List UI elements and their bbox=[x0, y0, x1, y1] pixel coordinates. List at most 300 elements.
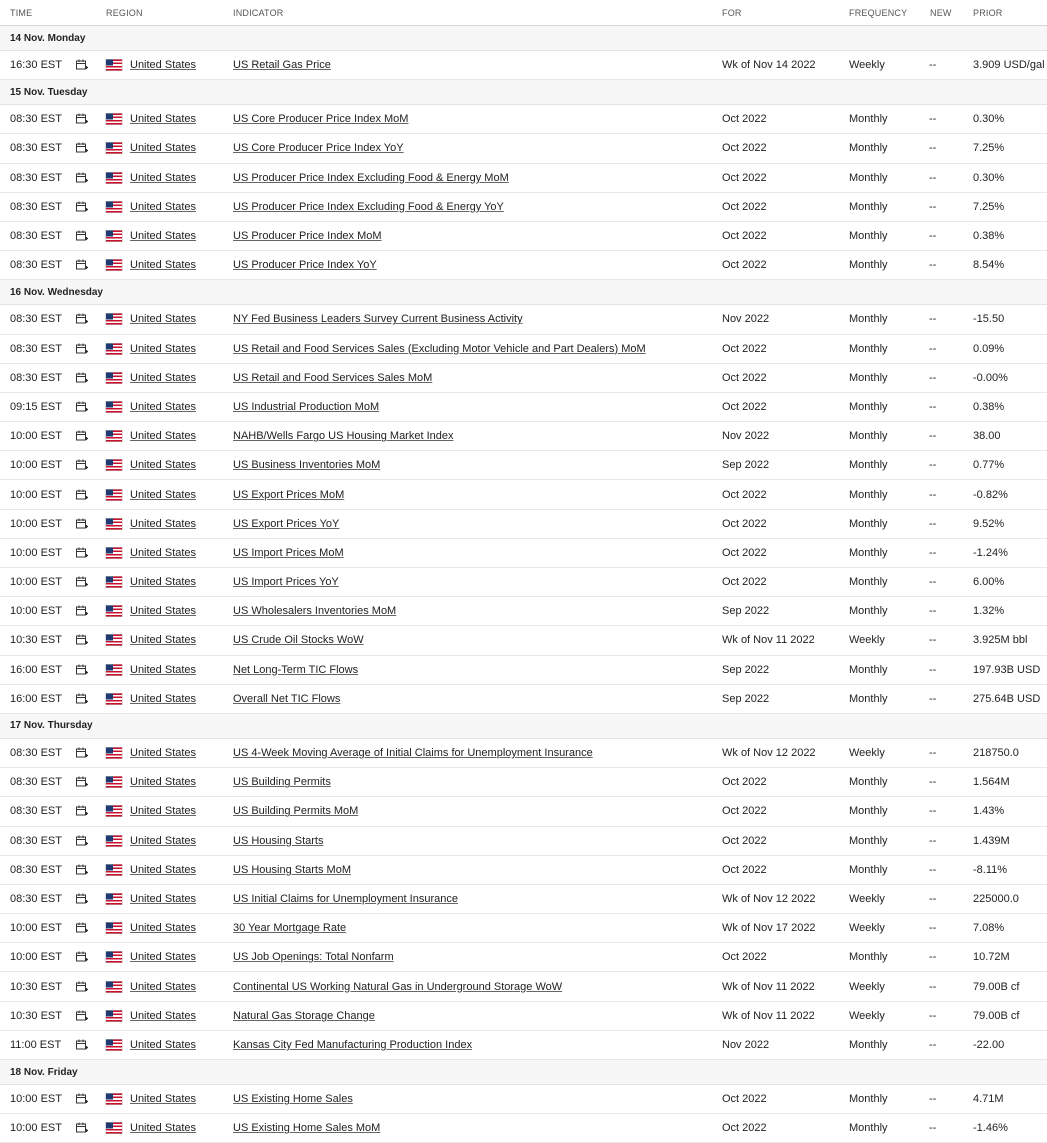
table-row[interactable] bbox=[0, 1085, 1047, 1114]
add-to-calendar-icon[interactable] bbox=[76, 460, 88, 471]
us-flag-icon bbox=[106, 693, 122, 704]
time-cell: 10:00 EST bbox=[10, 459, 62, 472]
indicator-link[interactable]: US Producer Price Index YoY bbox=[233, 259, 377, 272]
add-to-calendar-icon[interactable] bbox=[76, 547, 88, 558]
frequency-cell: Monthly bbox=[849, 171, 888, 184]
table-row[interactable] bbox=[0, 685, 1047, 714]
frequency-cell: Weekly bbox=[849, 747, 885, 760]
region-link[interactable]: United States bbox=[130, 113, 197, 126]
indicator-link[interactable]: US Business Inventories MoM bbox=[233, 459, 381, 472]
region-link[interactable]: United States bbox=[130, 430, 197, 443]
for-cell: Wk of Nov 12 2022 bbox=[722, 892, 816, 905]
prior-value-cell: -1.46% bbox=[973, 1122, 1008, 1135]
add-to-calendar-icon[interactable] bbox=[76, 431, 88, 442]
region-link[interactable]: United States bbox=[130, 605, 197, 618]
for-cell: Oct 2022 bbox=[722, 546, 767, 559]
frequency-cell: Monthly bbox=[849, 576, 888, 589]
frequency-cell: Monthly bbox=[849, 142, 888, 155]
prior-value-cell: 197.93B USD bbox=[973, 663, 1041, 676]
for-cell: Nov 2022 bbox=[722, 1038, 770, 1051]
time-cell: 10:00 EST bbox=[10, 605, 62, 618]
for-cell: Nov 2022 bbox=[722, 313, 770, 326]
us-flag-icon bbox=[106, 489, 122, 500]
prior-value-cell: 9.52% bbox=[973, 517, 1005, 530]
col-header-time[interactable]: TIME bbox=[10, 7, 33, 18]
us-flag-icon bbox=[106, 547, 122, 558]
time-cell: 10:00 EST bbox=[10, 517, 62, 530]
add-to-calendar-icon[interactable] bbox=[76, 314, 88, 325]
frequency-cell: Monthly bbox=[849, 863, 888, 876]
us-flag-icon bbox=[106, 806, 122, 817]
add-to-calendar-icon[interactable] bbox=[76, 60, 88, 71]
us-flag-icon bbox=[106, 372, 122, 383]
region-link[interactable]: United States bbox=[130, 776, 197, 789]
time-cell: 08:30 EST bbox=[10, 805, 62, 818]
region-link[interactable]: United States bbox=[130, 1009, 197, 1022]
region-link[interactable]: United States bbox=[130, 459, 197, 472]
for-cell: Oct 2022 bbox=[722, 863, 767, 876]
for-cell: Wk of Nov 12 2022 bbox=[722, 747, 816, 760]
new-value-cell: -- bbox=[929, 605, 937, 618]
table-row[interactable] bbox=[0, 656, 1047, 685]
indicator-link[interactable]: US Crude Oil Stocks WoW bbox=[233, 634, 364, 647]
new-value-cell: -- bbox=[929, 980, 937, 993]
table-row[interactable] bbox=[0, 797, 1047, 826]
indicator-link[interactable]: Net Long-Term TIC Flows bbox=[233, 663, 359, 676]
indicator-link[interactable]: US Wholesalers Inventories MoM bbox=[233, 605, 397, 618]
col-header-for[interactable]: FOR bbox=[722, 7, 742, 18]
region-link[interactable]: United States bbox=[130, 171, 197, 184]
frequency-cell: Monthly bbox=[849, 517, 888, 530]
for-cell: Wk of Nov 17 2022 bbox=[722, 922, 816, 935]
indicator-link[interactable]: US Producer Price Index Excluding Food & Energy MoM bbox=[233, 171, 509, 184]
indicator-link[interactable]: US Export Prices YoY bbox=[233, 517, 340, 530]
region-link[interactable]: United States bbox=[130, 692, 197, 705]
add-to-calendar-icon[interactable] bbox=[76, 864, 88, 875]
add-to-calendar-icon[interactable] bbox=[76, 401, 88, 412]
us-flag-icon bbox=[106, 1039, 122, 1050]
frequency-cell: Monthly bbox=[849, 230, 888, 243]
for-cell: Wk of Nov 14 2022 bbox=[722, 59, 816, 72]
table-row[interactable] bbox=[0, 768, 1047, 797]
prior-value-cell: 38.00 bbox=[973, 430, 1001, 443]
region-link[interactable]: United States bbox=[130, 1038, 197, 1051]
time-cell: 16:00 EST bbox=[10, 663, 62, 676]
col-header-region[interactable]: REGION bbox=[106, 7, 143, 18]
indicator-link[interactable]: US Existing Home Sales bbox=[233, 1093, 353, 1106]
add-to-calendar-icon[interactable] bbox=[76, 777, 88, 788]
add-to-calendar-icon[interactable] bbox=[76, 577, 88, 588]
new-value-cell: -- bbox=[929, 142, 937, 155]
table-row[interactable] bbox=[0, 364, 1047, 393]
region-link[interactable]: United States bbox=[130, 634, 197, 647]
region-link[interactable]: United States bbox=[130, 1093, 197, 1106]
time-cell: 10:00 EST bbox=[10, 546, 62, 559]
frequency-cell: Weekly bbox=[849, 1009, 885, 1022]
new-value-cell: -- bbox=[929, 776, 937, 789]
time-cell: 10:00 EST bbox=[10, 951, 62, 964]
for-cell: Oct 2022 bbox=[722, 400, 767, 413]
prior-value-cell: 0.77% bbox=[973, 459, 1005, 472]
frequency-cell: Monthly bbox=[849, 371, 888, 384]
add-to-calendar-icon[interactable] bbox=[76, 172, 88, 183]
prior-value-cell: 0.09% bbox=[973, 342, 1005, 355]
prior-value-cell: -22.00 bbox=[973, 1038, 1005, 1051]
table-row[interactable] bbox=[0, 568, 1047, 597]
frequency-cell: Monthly bbox=[849, 1093, 888, 1106]
new-value-cell: -- bbox=[929, 171, 937, 184]
table-row[interactable] bbox=[0, 626, 1047, 655]
us-flag-icon bbox=[106, 606, 122, 617]
prior-value-cell: 79.00B cf bbox=[973, 1009, 1020, 1022]
add-to-calendar-icon[interactable] bbox=[76, 606, 88, 617]
indicator-link[interactable]: US Industrial Production MoM bbox=[233, 400, 380, 413]
prior-value-cell: 218750.0 bbox=[973, 747, 1019, 760]
prior-value-cell: 3.909 USD/gal bbox=[973, 59, 1045, 72]
region-link[interactable]: United States bbox=[130, 488, 197, 501]
time-cell: 10:30 EST bbox=[10, 1009, 62, 1022]
indicator-link[interactable]: Kansas City Fed Manufacturing Production Index bbox=[233, 1038, 473, 1051]
add-to-calendar-icon[interactable] bbox=[76, 231, 88, 242]
frequency-cell: Monthly bbox=[849, 834, 888, 847]
prior-value-cell: 1.564M bbox=[973, 776, 1010, 789]
frequency-cell: Monthly bbox=[849, 546, 888, 559]
for-cell: Wk of Nov 11 2022 bbox=[722, 634, 815, 647]
new-value-cell: -- bbox=[929, 892, 937, 905]
indicator-link[interactable]: US Import Prices MoM bbox=[233, 546, 344, 559]
frequency-cell: Weekly bbox=[849, 892, 885, 905]
table-row[interactable] bbox=[0, 972, 1047, 1001]
indicator-link[interactable]: NAHB/Wells Fargo US Housing Market Index bbox=[233, 430, 454, 443]
indicator-link[interactable]: US Retail Gas Price bbox=[233, 59, 331, 72]
add-to-calendar-icon[interactable] bbox=[76, 635, 88, 646]
region-link[interactable]: United States bbox=[130, 922, 197, 935]
add-to-calendar-icon[interactable] bbox=[76, 372, 88, 383]
add-to-calendar-icon[interactable] bbox=[76, 923, 88, 934]
indicator-link[interactable]: US Housing Starts bbox=[233, 834, 324, 847]
time-cell: 08:30 EST bbox=[10, 113, 62, 126]
us-flag-icon bbox=[106, 343, 122, 354]
table-row[interactable] bbox=[0, 943, 1047, 972]
time-cell: 10:00 EST bbox=[10, 488, 62, 501]
add-to-calendar-icon[interactable] bbox=[76, 489, 88, 500]
region-link[interactable]: United States bbox=[130, 313, 197, 326]
for-cell: Nov 2022 bbox=[722, 430, 770, 443]
us-flag-icon bbox=[106, 864, 122, 875]
frequency-cell: Monthly bbox=[849, 1122, 888, 1135]
us-flag-icon bbox=[106, 460, 122, 471]
col-header-prior[interactable]: PRIOR bbox=[973, 7, 1003, 18]
table-row[interactable] bbox=[0, 105, 1047, 134]
indicator-link[interactable]: US Existing Home Sales MoM bbox=[233, 1122, 381, 1135]
new-value-cell: -- bbox=[929, 834, 937, 847]
time-cell: 08:30 EST bbox=[10, 313, 62, 326]
for-cell: Sep 2022 bbox=[722, 692, 770, 705]
us-flag-icon bbox=[106, 835, 122, 846]
indicator-link[interactable]: US Import Prices YoY bbox=[233, 576, 339, 589]
for-cell: Wk of Nov 11 2022 bbox=[722, 980, 815, 993]
for-cell: Oct 2022 bbox=[722, 805, 767, 818]
table-row[interactable] bbox=[0, 193, 1047, 222]
table-row[interactable] bbox=[0, 539, 1047, 568]
for-cell: Sep 2022 bbox=[722, 459, 770, 472]
time-cell: 10:00 EST bbox=[10, 1093, 62, 1106]
us-flag-icon bbox=[106, 172, 122, 183]
new-value-cell: -- bbox=[929, 951, 937, 964]
indicator-link[interactable]: US Export Prices MoM bbox=[233, 488, 345, 501]
indicator-link[interactable]: US Producer Price Index MoM bbox=[233, 230, 382, 243]
prior-value-cell: 275.64B USD bbox=[973, 692, 1041, 705]
indicator-link[interactable]: Continental US Working Natural Gas in Underground Storage WoW bbox=[233, 980, 563, 993]
for-cell: Oct 2022 bbox=[722, 776, 767, 789]
prior-value-cell: 7.08% bbox=[973, 922, 1005, 935]
region-link[interactable]: United States bbox=[130, 400, 197, 413]
for-cell: Oct 2022 bbox=[722, 517, 767, 530]
add-to-calendar-icon[interactable] bbox=[76, 664, 88, 675]
indicator-link[interactable]: US Building Permits MoM bbox=[233, 805, 359, 818]
add-to-calendar-icon[interactable] bbox=[76, 143, 88, 154]
for-cell: Wk of Nov 11 2022 bbox=[722, 1009, 815, 1022]
table-body bbox=[0, 26, 1047, 1143]
table-row[interactable] bbox=[0, 480, 1047, 509]
indicator-link[interactable]: US Retail and Food Services Sales (Excluding Motor Vehicle and Part Dealers) MoM bbox=[233, 342, 646, 355]
new-value-cell: -- bbox=[929, 59, 937, 72]
for-cell: Oct 2022 bbox=[722, 113, 767, 126]
add-to-calendar-icon[interactable] bbox=[76, 952, 88, 963]
for-cell: Oct 2022 bbox=[722, 834, 767, 847]
time-cell: 10:30 EST bbox=[10, 980, 62, 993]
for-cell: Oct 2022 bbox=[722, 142, 767, 155]
new-value-cell: -- bbox=[929, 692, 937, 705]
prior-value-cell: 0.38% bbox=[973, 230, 1005, 243]
us-flag-icon bbox=[106, 952, 122, 963]
table-row[interactable] bbox=[0, 827, 1047, 856]
indicator-link[interactable]: US Producer Price Index Excluding Food & Energy YoY bbox=[233, 200, 504, 213]
region-link[interactable]: United States bbox=[130, 142, 197, 155]
new-value-cell: -- bbox=[929, 863, 937, 876]
region-link[interactable]: United States bbox=[130, 951, 197, 964]
us-flag-icon bbox=[106, 1094, 122, 1105]
time-cell: 16:00 EST bbox=[10, 692, 62, 705]
time-cell: 10:00 EST bbox=[10, 430, 62, 443]
prior-value-cell: 7.25% bbox=[973, 200, 1005, 213]
for-cell: Oct 2022 bbox=[722, 951, 767, 964]
time-cell: 08:30 EST bbox=[10, 776, 62, 789]
table-row[interactable] bbox=[0, 1114, 1047, 1143]
time-cell: 08:30 EST bbox=[10, 863, 62, 876]
us-flag-icon bbox=[106, 60, 122, 71]
frequency-cell: Monthly bbox=[849, 663, 888, 676]
indicator-link[interactable]: US Building Permits bbox=[233, 776, 331, 789]
add-to-calendar-icon[interactable] bbox=[76, 1123, 88, 1134]
for-cell: Oct 2022 bbox=[722, 342, 767, 355]
frequency-cell: Weekly bbox=[849, 980, 885, 993]
table-row[interactable] bbox=[0, 1031, 1047, 1060]
time-cell: 10:00 EST bbox=[10, 922, 62, 935]
region-link[interactable]: United States bbox=[130, 59, 197, 72]
region-link[interactable]: United States bbox=[130, 200, 197, 213]
us-flag-icon bbox=[106, 231, 122, 242]
for-cell: Oct 2022 bbox=[722, 171, 767, 184]
time-cell: 08:30 EST bbox=[10, 200, 62, 213]
add-to-calendar-icon[interactable] bbox=[76, 260, 88, 271]
region-link[interactable]: United States bbox=[130, 546, 197, 559]
date-group-header: 14 Nov. Monday bbox=[0, 26, 1047, 51]
date-group-header: 17 Nov. Thursday bbox=[0, 714, 1047, 739]
add-to-calendar-icon[interactable] bbox=[76, 693, 88, 704]
region-link[interactable]: United States bbox=[130, 663, 197, 676]
prior-value-cell: 4.71M bbox=[973, 1093, 1004, 1106]
prior-value-cell: 1.439M bbox=[973, 834, 1010, 847]
for-cell: Oct 2022 bbox=[722, 259, 767, 272]
add-to-calendar-icon[interactable] bbox=[76, 1094, 88, 1105]
table-row[interactable] bbox=[0, 251, 1047, 280]
add-to-calendar-icon[interactable] bbox=[76, 893, 88, 904]
add-to-calendar-icon[interactable] bbox=[76, 201, 88, 212]
indicator-link[interactable]: US Core Producer Price Index YoY bbox=[233, 142, 404, 155]
frequency-cell: Monthly bbox=[849, 259, 888, 272]
new-value-cell: -- bbox=[929, 747, 937, 760]
table-row[interactable] bbox=[0, 1002, 1047, 1031]
add-to-calendar-icon[interactable] bbox=[76, 114, 88, 125]
add-to-calendar-icon[interactable] bbox=[76, 748, 88, 759]
frequency-cell: Monthly bbox=[849, 430, 888, 443]
table-row[interactable] bbox=[0, 914, 1047, 943]
region-link[interactable]: United States bbox=[130, 863, 197, 876]
region-link[interactable]: United States bbox=[130, 805, 197, 818]
us-flag-icon bbox=[106, 981, 122, 992]
region-link[interactable]: United States bbox=[130, 371, 197, 384]
indicator-link[interactable]: US 4-Week Moving Average of Initial Claims for Unemployment Insurance bbox=[233, 747, 593, 760]
table-header bbox=[0, 0, 1047, 26]
prior-value-cell: 225000.0 bbox=[973, 892, 1019, 905]
new-value-cell: -- bbox=[929, 113, 937, 126]
frequency-cell: Monthly bbox=[849, 342, 888, 355]
table-row[interactable] bbox=[0, 51, 1047, 80]
us-flag-icon bbox=[106, 664, 122, 675]
new-value-cell: -- bbox=[929, 1038, 937, 1051]
col-header-indicator[interactable]: INDICATOR bbox=[233, 7, 284, 18]
frequency-cell: Weekly bbox=[849, 59, 885, 72]
for-cell: Oct 2022 bbox=[722, 230, 767, 243]
new-value-cell: -- bbox=[929, 634, 937, 647]
region-link[interactable]: United States bbox=[130, 342, 197, 355]
indicator-link[interactable]: 30 Year Mortgage Rate bbox=[233, 922, 347, 935]
indicator-link[interactable]: US Core Producer Price Index MoM bbox=[233, 113, 409, 126]
prior-value-cell: -15.50 bbox=[973, 313, 1005, 326]
us-flag-icon bbox=[106, 635, 122, 646]
time-cell: 08:30 EST bbox=[10, 230, 62, 243]
indicator-link[interactable]: US Initial Claims for Unemployment Insurance bbox=[233, 892, 458, 905]
for-cell: Oct 2022 bbox=[722, 576, 767, 589]
table-row[interactable] bbox=[0, 393, 1047, 422]
prior-value-cell: -8.11% bbox=[973, 863, 1008, 876]
time-cell: 08:30 EST bbox=[10, 834, 62, 847]
table-row[interactable] bbox=[0, 510, 1047, 539]
table-row[interactable] bbox=[0, 305, 1047, 334]
for-cell: Oct 2022 bbox=[722, 488, 767, 501]
time-cell: 11:00 EST bbox=[10, 1038, 62, 1051]
frequency-cell: Weekly bbox=[849, 634, 885, 647]
region-link[interactable]: United States bbox=[130, 1122, 197, 1135]
frequency-cell: Monthly bbox=[849, 200, 888, 213]
add-to-calendar-icon[interactable] bbox=[76, 518, 88, 529]
add-to-calendar-icon[interactable] bbox=[76, 1039, 88, 1050]
table-row[interactable] bbox=[0, 739, 1047, 768]
frequency-cell: Monthly bbox=[849, 951, 888, 964]
frequency-cell: Monthly bbox=[849, 776, 888, 789]
indicator-link[interactable]: US Job Openings: Total Nonfarm bbox=[233, 951, 394, 964]
us-flag-icon bbox=[106, 748, 122, 759]
indicator-link[interactable]: NY Fed Business Leaders Survey Current Business Activity bbox=[233, 313, 523, 326]
new-value-cell: -- bbox=[929, 1093, 937, 1106]
region-link[interactable]: United States bbox=[130, 259, 197, 272]
add-to-calendar-icon[interactable] bbox=[76, 1010, 88, 1021]
region-link[interactable]: United States bbox=[130, 230, 197, 243]
region-link[interactable]: United States bbox=[130, 576, 197, 589]
add-to-calendar-icon[interactable] bbox=[76, 806, 88, 817]
table-row[interactable] bbox=[0, 222, 1047, 251]
time-cell: 16:30 EST bbox=[10, 59, 62, 72]
time-cell: 09:15 EST bbox=[10, 400, 62, 413]
table-row[interactable] bbox=[0, 885, 1047, 914]
table-row[interactable] bbox=[0, 422, 1047, 451]
table-row[interactable] bbox=[0, 856, 1047, 885]
for-cell: Sep 2022 bbox=[722, 663, 770, 676]
table-row[interactable] bbox=[0, 335, 1047, 364]
col-header-new[interactable]: NEW bbox=[930, 7, 952, 18]
region-link[interactable]: United States bbox=[130, 517, 197, 530]
table-row[interactable] bbox=[0, 597, 1047, 626]
us-flag-icon bbox=[106, 577, 122, 588]
new-value-cell: -- bbox=[929, 663, 937, 676]
prior-value-cell: 6.00% bbox=[973, 576, 1005, 589]
table-row[interactable] bbox=[0, 451, 1047, 480]
new-value-cell: -- bbox=[929, 1009, 937, 1022]
frequency-cell: Weekly bbox=[849, 922, 885, 935]
us-flag-icon bbox=[106, 260, 122, 271]
indicator-link[interactable]: US Retail and Food Services Sales MoM bbox=[233, 371, 433, 384]
time-cell: 08:30 EST bbox=[10, 142, 62, 155]
add-to-calendar-icon[interactable] bbox=[76, 981, 88, 992]
us-flag-icon bbox=[106, 923, 122, 934]
new-value-cell: -- bbox=[929, 230, 937, 243]
region-link[interactable]: United States bbox=[130, 980, 197, 993]
frequency-cell: Monthly bbox=[849, 459, 888, 472]
us-flag-icon bbox=[106, 893, 122, 904]
region-link[interactable]: United States bbox=[130, 892, 197, 905]
indicator-link[interactable]: Overall Net TIC Flows bbox=[233, 692, 341, 705]
add-to-calendar-icon[interactable] bbox=[76, 835, 88, 846]
table-row[interactable] bbox=[0, 134, 1047, 163]
new-value-cell: -- bbox=[929, 400, 937, 413]
time-cell: 08:30 EST bbox=[10, 342, 62, 355]
indicator-link[interactable]: Natural Gas Storage Change bbox=[233, 1009, 375, 1022]
frequency-cell: Monthly bbox=[849, 605, 888, 618]
prior-value-cell: 8.54% bbox=[973, 259, 1005, 272]
indicator-link[interactable]: US Housing Starts MoM bbox=[233, 863, 351, 876]
table-row[interactable] bbox=[0, 164, 1047, 193]
col-header-frequency[interactable]: FREQUENCY bbox=[849, 7, 908, 18]
frequency-cell: Monthly bbox=[849, 1038, 888, 1051]
prior-value-cell: 10.72M bbox=[973, 951, 1010, 964]
new-value-cell: -- bbox=[929, 259, 937, 272]
region-link[interactable]: United States bbox=[130, 834, 197, 847]
region-link[interactable]: United States bbox=[130, 747, 197, 760]
frequency-cell: Monthly bbox=[849, 488, 888, 501]
new-value-cell: -- bbox=[929, 488, 937, 501]
add-to-calendar-icon[interactable] bbox=[76, 343, 88, 354]
